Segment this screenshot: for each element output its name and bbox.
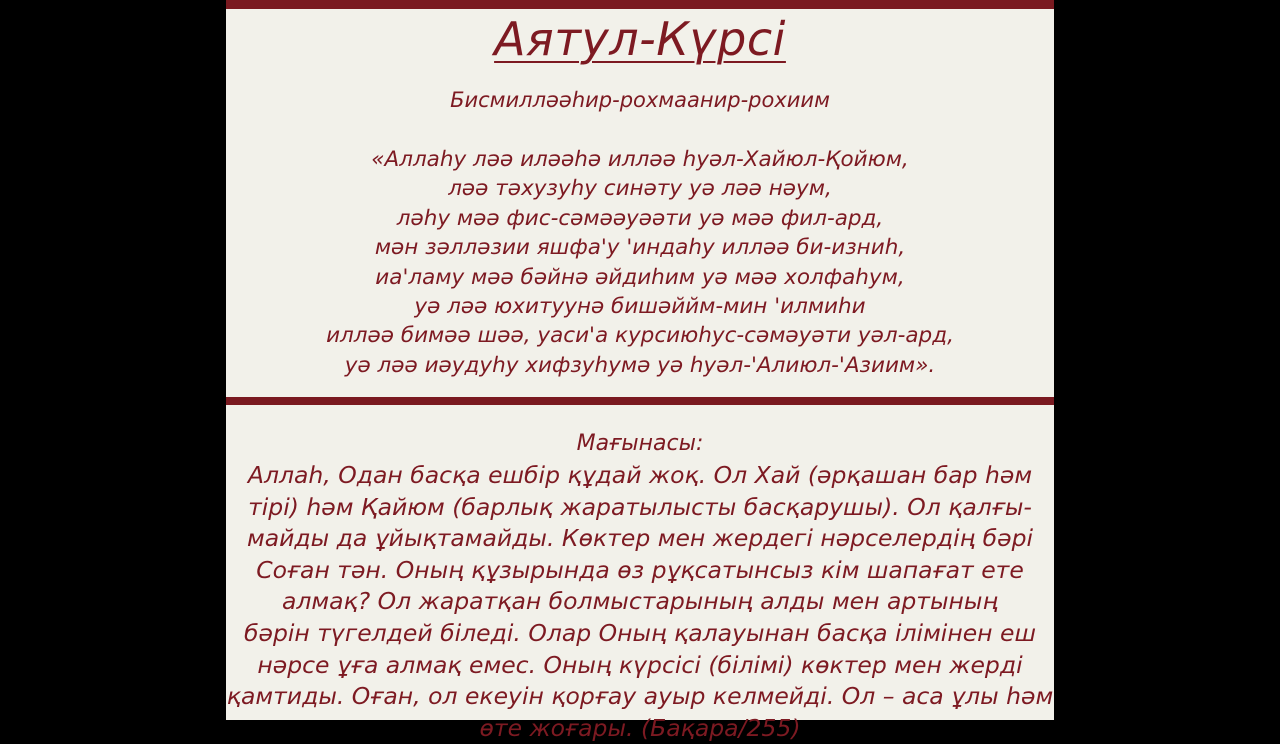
letterbox-left	[0, 0, 226, 720]
verse-block	[226, 145, 1054, 380]
meaning-line: алмақ? Ол жаратқан болмыстарының алды мен артының	[282, 587, 998, 616]
verse-line: уә ләә иәудуһу хифзуһумә уә һуәл-'Алиюл-'Азиим».	[344, 352, 936, 378]
meaning-line: бәрін түгелдей біледі. Олар Оның қалауынан басқа ілімінен еш	[244, 618, 1036, 647]
verse-line: «Аллаһу ләә иләәһә илләә һуәл-Хайюл-Қойюм,	[371, 147, 909, 172]
verse-line: ләһу мәә фис-сәмәәуәәти уә мәә фил-ард,	[396, 205, 884, 231]
meaning-line: майды да ұйықтамайды. Көктер мен жердегі нәрселердің бәрі	[246, 524, 1034, 553]
meaning-line: қамтиды. Оған, ол екеуін қорғау ауыр келмейді. Ол – аса ұлы һәм	[226, 682, 1054, 711]
meaning-line: тірі) һәм Қайюм (барлық жаратылысты басқарушы). Ол қалғы-	[248, 492, 1032, 521]
page-title	[226, 8, 1054, 70]
letterbox-right	[1054, 0, 1280, 720]
verse-line: иа'ламу мәә бәйнә әйдиһим уә мәә холфаһум,	[375, 264, 905, 290]
meaning-line: өте жоғары. (Бақара/255)	[479, 713, 801, 742]
meaning-heading: Мағынасы:	[576, 431, 704, 456]
meaning-line: Аллаһ, Одан басқа ешбір құдай жоқ. Ол Хай (әрқашан бар һәм	[247, 461, 1033, 489]
poster-page	[226, 0, 1054, 742]
meaning-line: Соған тән. Оның құзырында өз рұқсатынсыз кім шапағат ете	[256, 555, 1024, 584]
verse-line: уә ләә юхитуунә бишәййм-мин 'илмиһи	[414, 294, 866, 320]
title-text: Аятул-Күрсі	[494, 12, 786, 66]
verse-line: ләә тәхузуһу синәту уә ләә нәум,	[448, 176, 832, 202]
verse-line: илләә бимәә шәә, уаси'а курсиюһус-сәмәуәти уәл-ард,	[326, 323, 954, 349]
meaning-block	[226, 460, 1054, 744]
subtitle: Бисмилләәһир-рохмаанир-рохиим	[450, 88, 830, 112]
meaning-line: нәрсе ұға алмақ емес. Оның күрсісі (білімі) көктер мен жерді	[257, 650, 1023, 679]
section-divider	[226, 397, 1054, 405]
verse-line: мән зәлләзии яшфа'у 'индаһу илләә би-изниһ,	[374, 235, 906, 261]
